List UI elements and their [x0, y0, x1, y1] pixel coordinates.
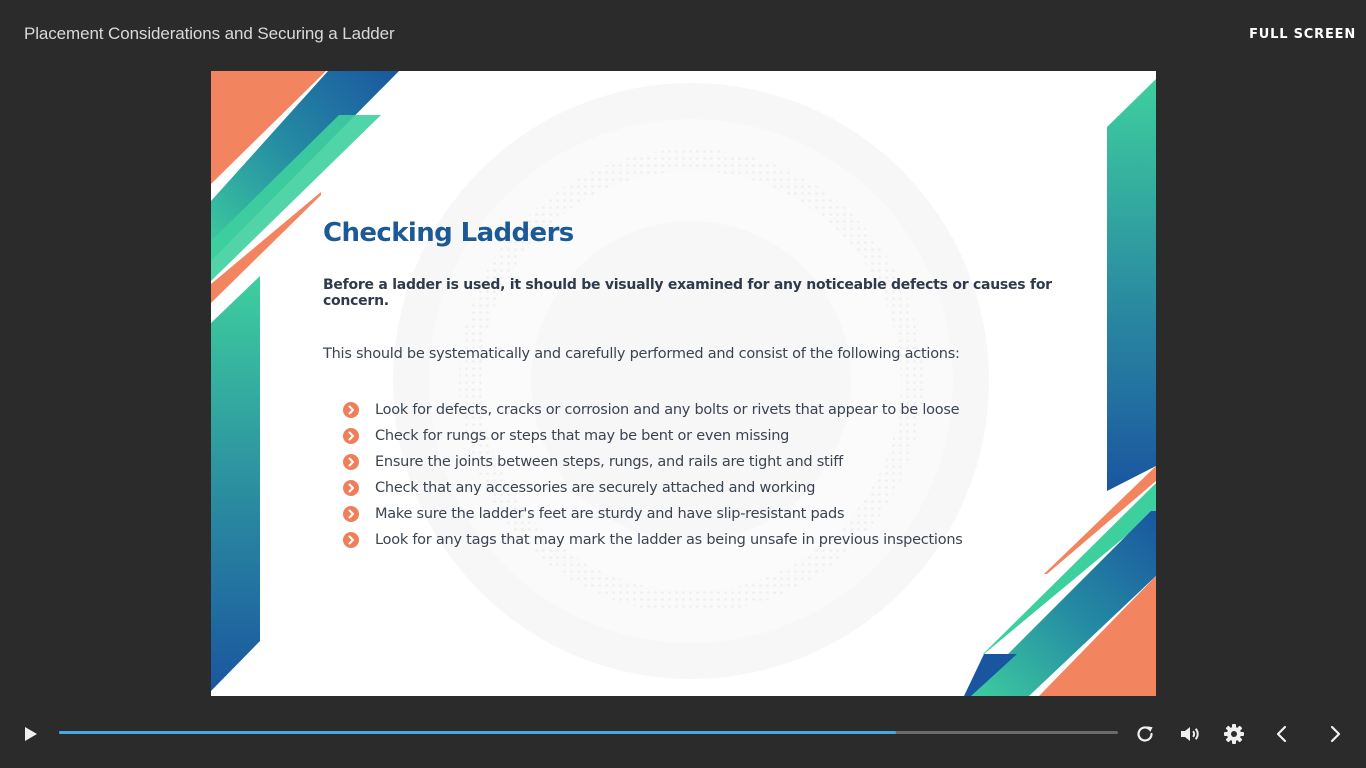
replay-icon: [1133, 722, 1157, 746]
bullet-text: Check for rungs or steps that may be bent or even missing: [375, 428, 790, 444]
bullet-text: Make sure the ladder's feet are sturdy and have slip-resistant pads: [375, 506, 845, 522]
settings-button[interactable]: [1222, 722, 1246, 746]
chevron-right-circle-icon: [343, 532, 359, 548]
chevron-right-circle-icon: [343, 454, 359, 470]
volume-button[interactable]: [1178, 722, 1202, 746]
chevron-right-circle-icon: [343, 428, 359, 444]
gear-icon: [1222, 722, 1246, 746]
replay-button[interactable]: [1133, 722, 1157, 746]
volume-icon: [1178, 722, 1202, 746]
full-screen-button[interactable]: FULL SCREEN: [1249, 27, 1356, 42]
play-icon: [18, 722, 42, 746]
chevron-left-icon: [1270, 722, 1294, 746]
list-item: [343, 426, 1083, 452]
bullet-text: Look for defects, cracks or corrosion and any bolts or rivets that appear to be loose: [375, 402, 960, 418]
bullet-text: Ensure the joints between steps, rungs, and rails are tight and stiff: [375, 454, 843, 470]
list-item: [343, 530, 1083, 556]
chevron-right-circle-icon: [343, 506, 359, 522]
slide-body-text: This should be systematically and carefully performed and consist of the following actions:: [323, 346, 960, 362]
bullet-text: Check that any accessories are securely attached and working: [375, 480, 816, 496]
next-slide-button[interactable]: [1323, 722, 1347, 746]
progress-fill: [59, 731, 896, 734]
list-item: [343, 400, 1083, 426]
course-title: Placement Considerations and Securing a Ladder: [24, 24, 395, 43]
slide-title: Checking Ladders: [323, 218, 574, 248]
progress-bar[interactable]: [59, 731, 1118, 734]
play-button[interactable]: [18, 722, 42, 746]
player-controls: [0, 710, 1366, 758]
slide-intro-text: Before a ladder is used, it should be visually examined for any noticeable defects or causes for concern.: [323, 277, 1052, 309]
bullet-text: Look for any tags that may mark the ladder as being unsafe in previous inspections: [375, 532, 963, 548]
chevron-right-circle-icon: [343, 402, 359, 418]
bullet-list: [343, 400, 1083, 556]
list-item: [343, 504, 1083, 530]
previous-slide-button[interactable]: [1270, 722, 1294, 746]
slide: [211, 71, 1156, 696]
slide-content: [323, 216, 1083, 556]
list-item: [343, 478, 1083, 504]
chevron-right-icon: [1323, 722, 1347, 746]
list-item: [343, 452, 1083, 478]
chevron-right-circle-icon: [343, 480, 359, 496]
